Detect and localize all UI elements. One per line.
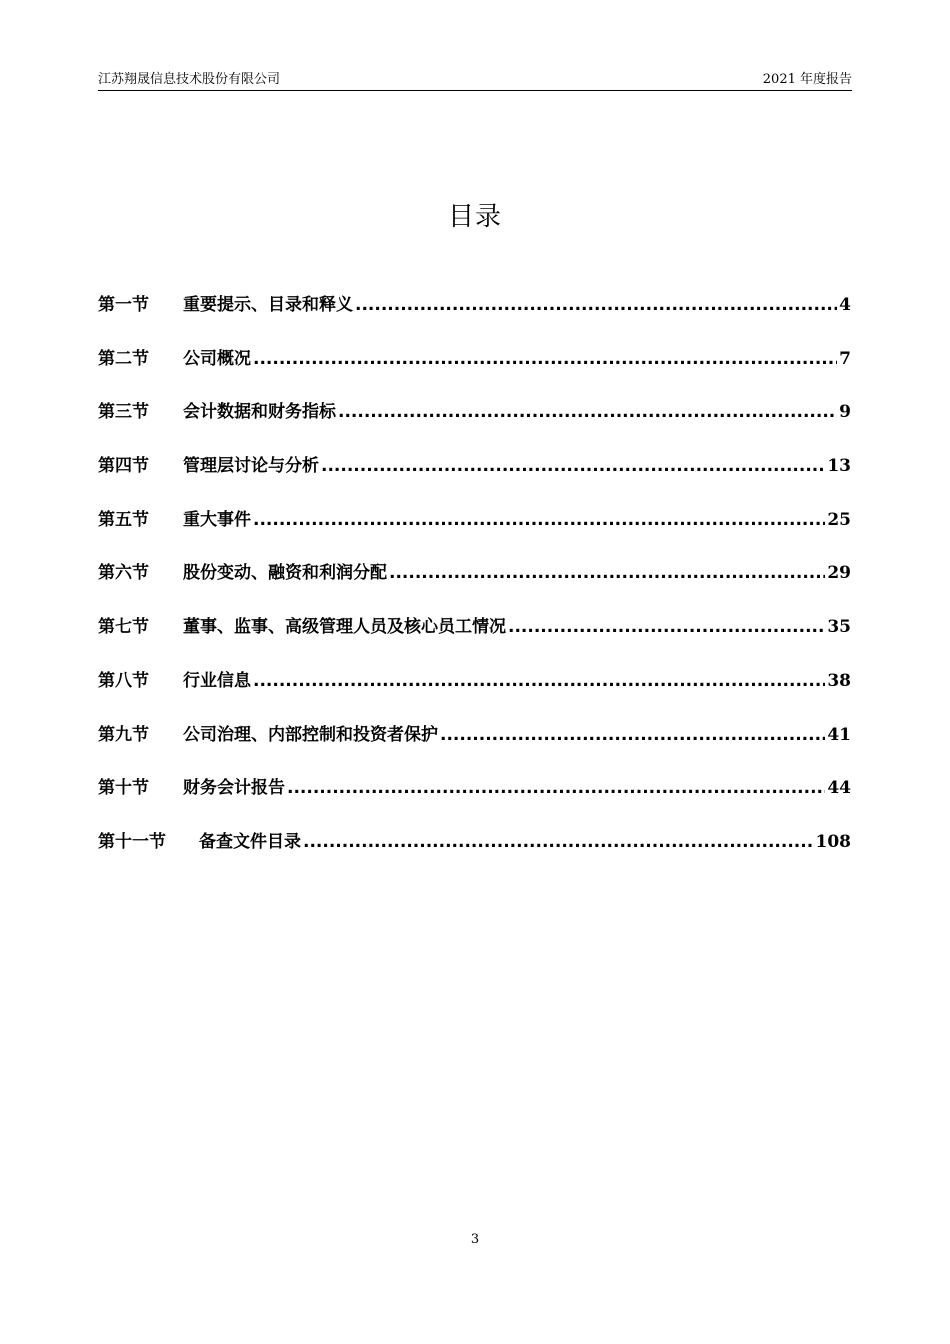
toc-section-number: 第九节 (98, 724, 149, 745)
toc-leader-dots (355, 295, 837, 315)
toc-section-title: 公司概况 (183, 348, 251, 369)
toc-section-number: 第八节 (98, 670, 149, 691)
toc-page-number: 35 (827, 617, 851, 638)
page-header (98, 66, 852, 91)
toc-entry-6[interactable] (98, 558, 851, 612)
toc-entry-11[interactable] (98, 827, 851, 881)
toc-page-number: 25 (827, 509, 851, 530)
toc-page-number: 7 (839, 348, 851, 369)
toc-section-number: 第二节 (98, 348, 149, 369)
toc-leader-dots (440, 725, 825, 745)
toc-leader-dots (338, 402, 837, 422)
toc-section-title: 股份变动、融资和利润分配 (183, 563, 387, 584)
toc-section-number: 第六节 (98, 563, 149, 584)
toc-section-number: 第一节 (98, 295, 149, 315)
toc-section-title: 管理层讨论与分析 (183, 456, 319, 477)
footer-page-number: 3 (470, 1232, 480, 1247)
toc-leader-dots (253, 349, 837, 369)
toc-section-title: 行业信息 (183, 670, 251, 691)
toc-leader-dots (287, 778, 825, 798)
toc-section-number: 第三节 (98, 402, 149, 423)
toc-entry-9[interactable] (98, 720, 851, 774)
toc-section-title: 备查文件目录 (199, 831, 301, 852)
toc-entry-8[interactable] (98, 666, 851, 720)
header-company-name: 江苏翔晟信息技术股份有限公司 (98, 72, 281, 87)
toc-page-number: 29 (827, 563, 851, 584)
toc-entry-10[interactable] (98, 773, 851, 827)
toc-section-title: 公司治理、内部控制和投资者保护 (183, 724, 438, 745)
toc-section-title: 重大事件 (183, 509, 251, 530)
toc-leader-dots (253, 671, 825, 691)
toc-page-number: 9 (839, 402, 851, 423)
toc-entry-1[interactable] (98, 290, 851, 344)
page-title: 目录 (447, 202, 502, 232)
toc-leader-dots (508, 617, 825, 637)
toc-section-title: 会计数据和财务指标 (183, 402, 336, 423)
table-of-contents (98, 290, 851, 881)
header-report-title: 2021 年度报告 (762, 72, 852, 87)
toc-section-number: 第十节 (98, 778, 149, 799)
toc-section-number: 第十一节 (98, 831, 166, 852)
toc-entry-4[interactable] (98, 451, 851, 505)
toc-leader-dots (389, 563, 825, 583)
page-footer (0, 1232, 950, 1247)
toc-section-number: 第五节 (98, 509, 149, 530)
toc-page-number: 41 (827, 724, 851, 745)
toc-section-number: 第四节 (98, 456, 149, 477)
toc-leader-dots (321, 456, 825, 476)
toc-entry-5[interactable] (98, 505, 851, 559)
toc-leader-dots (253, 510, 825, 530)
toc-section-title: 重要提示、目录和释义 (183, 295, 353, 315)
toc-entry-3[interactable] (98, 397, 851, 451)
toc-section-title: 董事、监事、高级管理人员及核心员工情况 (183, 617, 506, 638)
toc-section-title: 财务会计报告 (183, 778, 285, 799)
toc-page-number: 44 (827, 778, 851, 799)
toc-page-number: 4 (839, 295, 851, 315)
toc-entry-7[interactable] (98, 612, 851, 666)
toc-entry-2[interactable] (98, 344, 851, 398)
toc-section-number: 第七节 (98, 617, 149, 638)
toc-page-number: 13 (827, 456, 851, 477)
toc-page-number: 108 (815, 831, 851, 852)
toc-page-number: 38 (827, 670, 851, 691)
toc-leader-dots (303, 832, 814, 852)
